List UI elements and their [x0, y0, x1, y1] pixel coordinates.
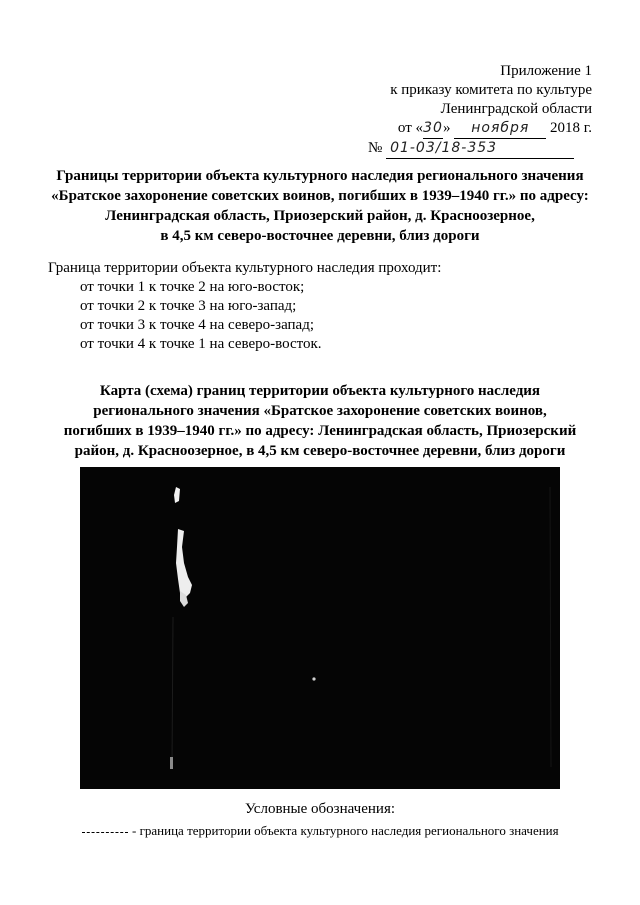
boundaries-title-line: «Братское захоронение советских воинов, погибших в 1939–1940 гг.» по адресу:: [51, 188, 589, 204]
boundaries-title-line: в 4,5 км северо-восточнее деревни, близ дороги: [160, 228, 480, 244]
map-small-mark: [170, 757, 173, 769]
date-year: 2018 г.: [550, 120, 592, 136]
map-title-line: регионального значения «Братское захоронение советских воинов,: [93, 403, 547, 419]
map-title-line: район, д. Красноозерное, в 4,5 км северо-восточнее деревни, близ дороги: [74, 443, 566, 459]
legend-item-label: - граница территории объекта культурного наследия регионального значения: [132, 823, 559, 838]
date-mid: »: [443, 120, 451, 136]
appendix-header: [352, 62, 592, 159]
boundary-intro: Граница территории объекта культурного наследия проходит:: [48, 260, 442, 276]
map-point-marker: [312, 677, 315, 680]
boundaries-title-line: Границы территории объекта культурного наследия регионального значения: [56, 168, 584, 184]
boundaries-title: [40, 166, 600, 246]
date-prefix: от «: [397, 120, 424, 136]
date-day-handwritten: 30: [423, 119, 443, 139]
map-title-line: погибших в 1939–1940 гг.» по адресу: Ленинградская область, Приозерский: [63, 423, 577, 439]
dashed-boundary-symbol: [82, 832, 128, 833]
order-reference: к приказу комитета по культуре: [390, 82, 592, 98]
map-scheme: [80, 467, 560, 789]
boundary-route: от точки 1 к точке 2 на юго-восток;: [80, 279, 305, 295]
number-handwritten: 01-03/18-353: [386, 139, 574, 159]
boundary-description: [48, 259, 568, 354]
order-date: [352, 119, 592, 139]
boundary-route: от точки 2 к точке 3 на юго-запад;: [80, 298, 297, 314]
boundary-route: от точки 4 к точке 1 на северо-восток.: [80, 336, 322, 352]
date-month-handwritten: ноября: [454, 119, 546, 139]
map-image: [80, 467, 560, 789]
number-sign: №: [368, 140, 383, 156]
boundaries-title-line: Ленинградская область, Приозерский район, д. Красноозерное,: [105, 208, 535, 224]
appendix-label: Приложение 1: [500, 63, 592, 79]
map-background: [80, 467, 560, 789]
map-title-line: Карта (схема) границ территории объекта культурного наследия: [99, 383, 541, 399]
boundary-route: от точки 3 к точке 4 на северо-запад;: [80, 317, 315, 333]
region-name: Ленинградской области: [440, 101, 592, 117]
map-title: [60, 381, 580, 461]
legend-item: [82, 822, 602, 839]
legend-title: Условные обозначения:: [244, 801, 396, 817]
order-number: [352, 139, 592, 159]
